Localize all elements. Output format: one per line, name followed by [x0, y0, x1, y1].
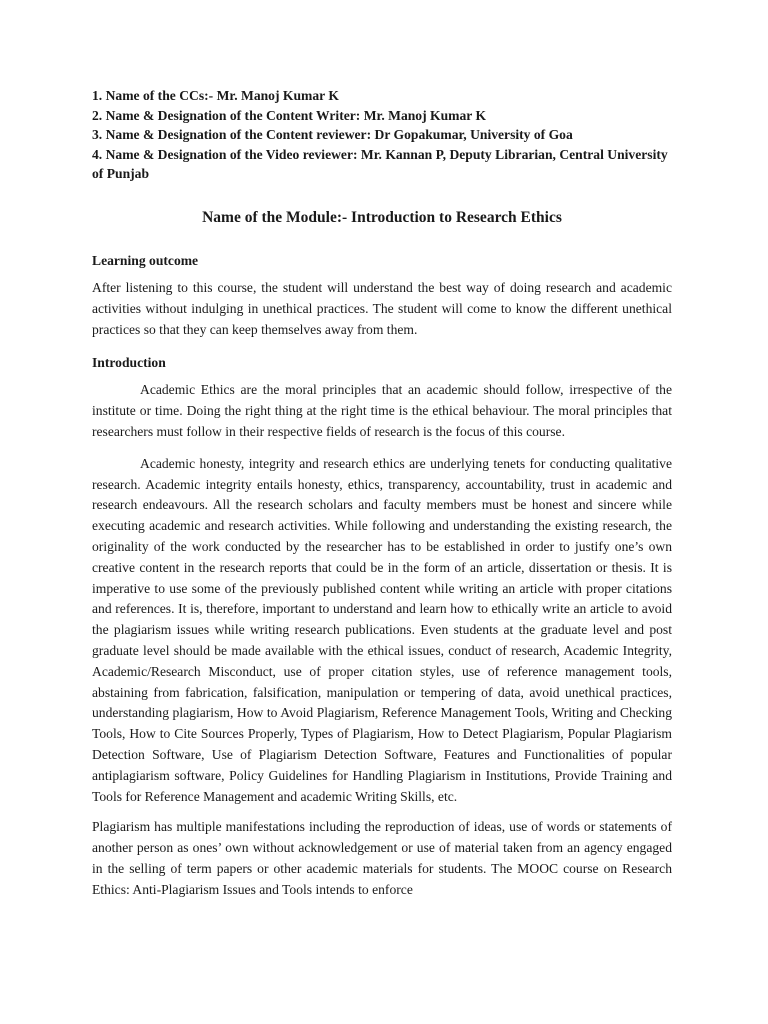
learning-outcome-heading: Learning outcome: [92, 252, 199, 268]
plagiarism-paragraph: Plagiarism has multiple manifestations including the reproduction of ideas, use of words or statements of another person as ones’ own without acknowledgement or use of material taken from an agency engaged in the selling of term papers or other academic materials for students. The MOOC course on Research Ethics: Anti-Plagiarism Issues and Tools intends to enforce: [92, 819, 672, 897]
credit-content-writer: 2. Name & Designation of the Content Writer: Mr. Manoj Kumar K: [92, 107, 487, 123]
introduction-heading: Introduction: [92, 355, 166, 371]
introduction-paragraph: Academic Ethics are the moral principles that an academic should follow, irrespective of the institute or time. Doing the right thing at the right time is the ethical behaviour. The moral principles that researchers must follow in their respective fields of research is the focus of this course.: [92, 382, 672, 439]
credit-cc-name: 1. Name of the CCs:- Mr. Manoj Kumar K: [92, 88, 339, 103]
document-page: [92, 86, 672, 900]
course-credits-list: [92, 86, 672, 184]
introduction-paragraph: Academic honesty, integrity and research ethics are underlying tenets for conducting qualitative research. Academic integrity entails honesty, ethics, transparency, accountability, trust in academic and research endeavours. All the research scholars and faculty members must be honest and sincere while executing academic and research activities. While following and understanding the existing research, the originality of the work conducted by the researcher has to be established in order to justify one’s own creative content in the research reports that could be in the form of an article, dissertation or thesis. It is imperative to use some of the previously published content while writing an article with proper citations and references. It is, therefore, important to understand and learn how to ethically write an article to avoid the plagiarism issues while writing research publications. Even students at the graduate level and post graduate level should be made available with the ethical issues, conduct of research, Academic Integrity, Academic/Research Misconduct, use of proper citation styles, use of reference management tools, abstaining from fabrication, falsification, manipulation or tempering of data, avoid unethical practices, understanding plagiarism, How to Avoid Plagiarism, Reference Management Tools, Writing and Checking Tools, How to Cite Sources Properly, Types of Plagiarism, How to Detect Plagiarism, Popular Plagiarism Detection Software, Use of Plagiarism Detection Software, Features and Functionalities of popular antiplagiarism software, Policy Guidelines for Handling Plagiarism in Institutions, Provide Training and Tools for Reference Management and academic Writing Skills, etc.: [92, 455, 672, 804]
module-title: Name of the Module:- Introduction to Research Ethics: [202, 208, 562, 226]
credit-content-reviewer: 3. Name & Designation of the Content reviewer: Dr Gopakumar, University of Goa: [92, 127, 573, 143]
credit-video-reviewer: 4. Name & Designation of the Video reviewer: Mr. Kannan P, Deputy Librarian, Central University of Punjab: [92, 146, 668, 182]
learning-outcome-text: After listening to this course, the student will understand the best way of doing research and academic activities without indulging in unethical practices. The student will come to know the different unethical practices so that they can keep themselves away from them.: [92, 279, 672, 337]
